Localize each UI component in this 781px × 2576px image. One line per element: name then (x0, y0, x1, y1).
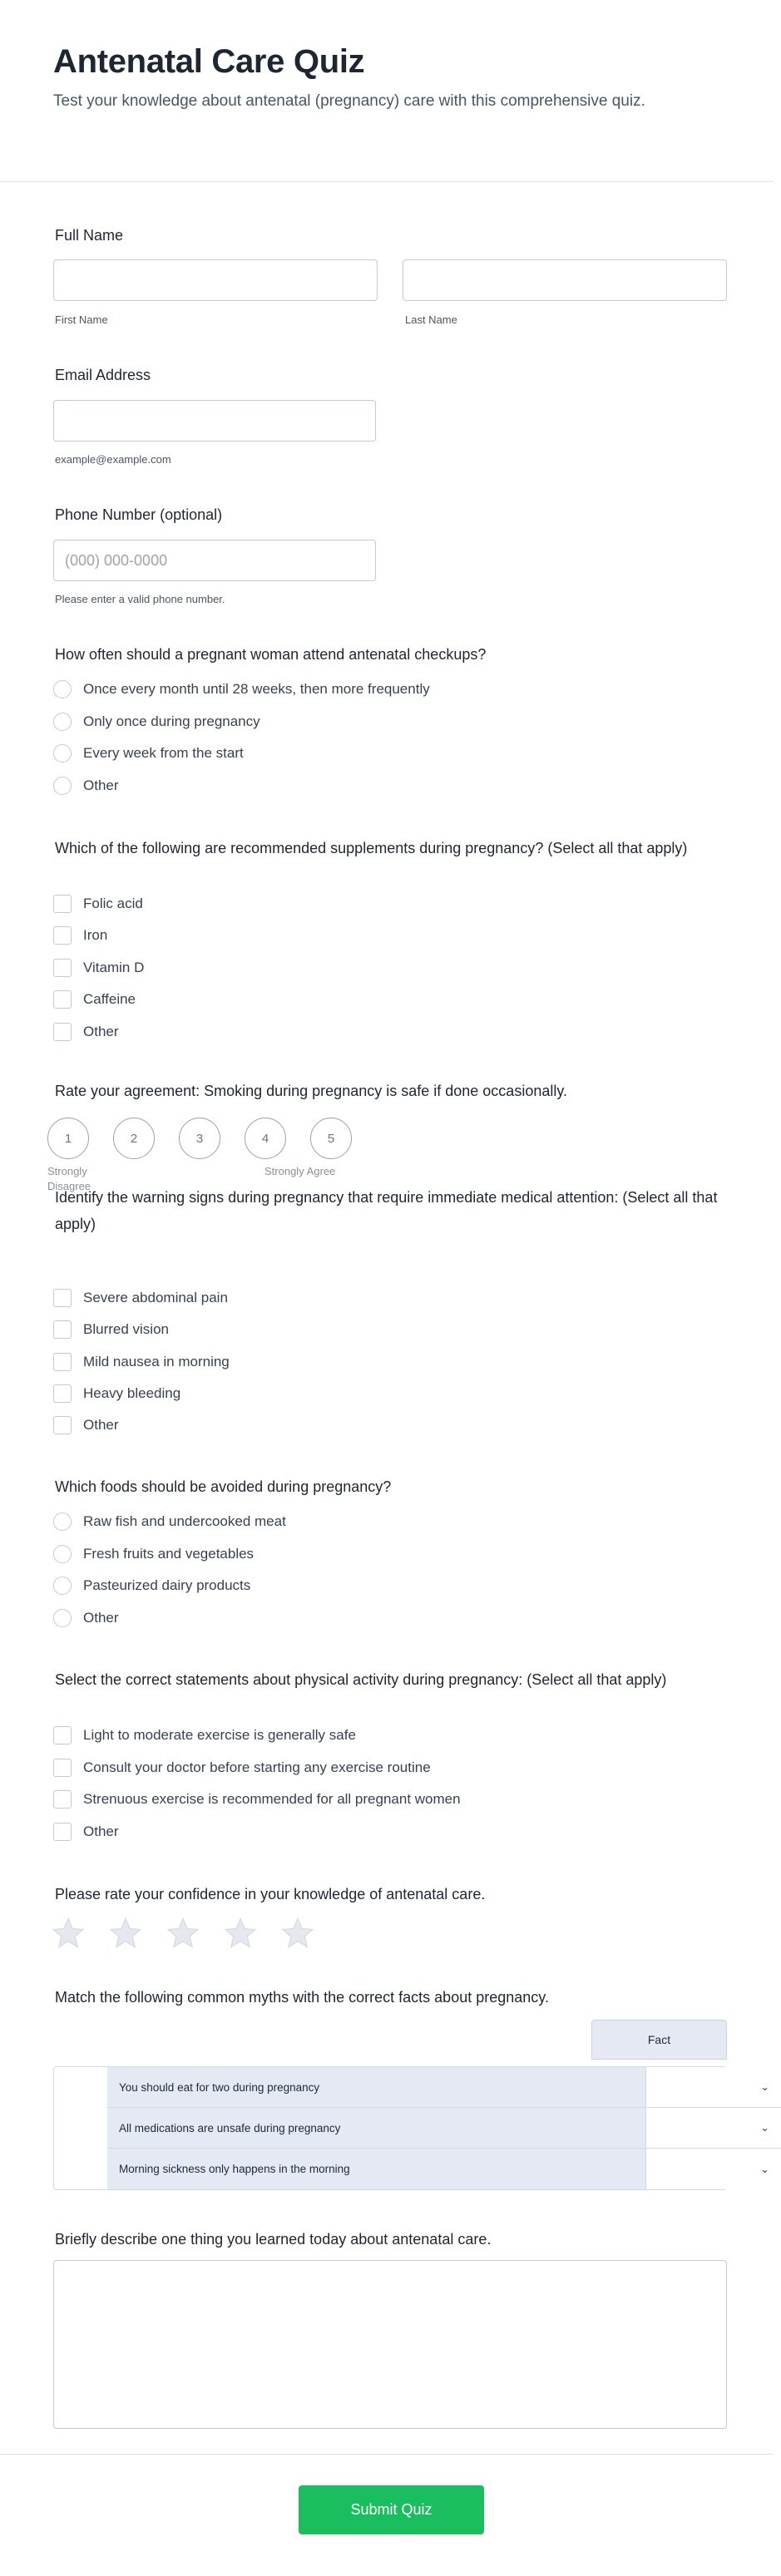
q2-option[interactable] (53, 893, 143, 915)
email-field[interactable] (53, 400, 376, 442)
q4-option[interactable] (53, 1383, 180, 1404)
checkbox[interactable] (53, 1023, 72, 1041)
q4-option[interactable] (53, 1287, 228, 1309)
q7-label: Please rate your confidence in your knowledge of antenatal care. (55, 1886, 486, 1902)
email-label: Email Address (55, 367, 151, 383)
phone-label: Phone Number (optional) (55, 506, 223, 523)
matrix-row (107, 2149, 781, 2189)
option-label: Light to moderate exercise is generally safe (83, 1727, 356, 1743)
first-name-field[interactable] (53, 259, 378, 301)
page-subtitle: Test your knowledge about antenatal (pregnancy) care with this comprehensive quiz. (53, 92, 645, 110)
scale-option-2[interactable]: 2 (113, 1118, 155, 1159)
first-name-sublabel: First Name (55, 313, 108, 326)
last-name-input[interactable] (403, 260, 726, 300)
phone-field[interactable] (53, 540, 376, 581)
scale-option-1[interactable]: 1 (47, 1118, 89, 1159)
q1-option[interactable] (53, 775, 119, 797)
checkbox[interactable] (53, 1759, 72, 1777)
chevron-down-icon: ⌄ (760, 2162, 769, 2175)
q5-option[interactable] (53, 1511, 286, 1532)
option-label: Other (83, 1610, 119, 1626)
q2-label: Which of the following are recommended supplements during pregnancy? (Select all that apply) (55, 840, 688, 856)
full-name-label: Full Name (55, 227, 124, 244)
first-name-input[interactable] (54, 260, 377, 300)
scale-max-label: Strongly Agree (264, 1165, 336, 1177)
header-divider (0, 181, 774, 182)
checkbox[interactable] (53, 1726, 72, 1744)
email-sublabel: example@example.com (55, 453, 171, 466)
option-label: Once every month until 28 weeks, then more frequently (83, 681, 430, 697)
q6-option[interactable] (53, 1757, 431, 1779)
option-label: Only once during pregnancy (83, 713, 260, 729)
checkbox[interactable] (53, 1416, 72, 1434)
star-rating[interactable] (52, 1917, 314, 1950)
q5-option[interactable] (53, 1543, 254, 1565)
option-label: Heavy bleeding (83, 1385, 181, 1401)
option-label: Pasteurized dairy products (83, 1577, 251, 1593)
option-label: Strenuous exercise is recommended for all pregnant women (83, 1791, 461, 1807)
matrix-row (107, 2108, 781, 2149)
q5-option[interactable] (53, 1575, 250, 1596)
option-label: Other (83, 1024, 119, 1039)
star-icon[interactable] (224, 1917, 257, 1950)
checkbox[interactable] (53, 1320, 72, 1339)
q4-option[interactable] (53, 1319, 169, 1340)
scale-option-5[interactable]: 5 (310, 1118, 352, 1159)
star-icon[interactable] (281, 1917, 314, 1950)
q6-option[interactable] (53, 1821, 119, 1843)
checkbox[interactable] (53, 1353, 72, 1371)
last-name-sublabel: Last Name (405, 313, 457, 326)
checkbox[interactable] (53, 1790, 72, 1809)
checkbox[interactable] (53, 959, 72, 977)
q3-label: Rate your agreement: Smoking during pregnancy is safe if done occasionally. (55, 1083, 568, 1099)
q1-option[interactable] (53, 711, 260, 733)
option-label: Blurred vision (83, 1321, 169, 1337)
option-label: Mild nausea in morning (83, 1354, 230, 1369)
option-label: Folic acid (83, 896, 143, 911)
myth-label: You should eat for two during pregnancy (107, 2067, 645, 2107)
q4-label: Identify the warning signs during pregnancy that require immediate medical attention: (Select all that apply) (55, 1189, 718, 1232)
option-label: Raw fish and undercooked meat (83, 1513, 286, 1529)
phone-sublabel: Please enter a valid phone number. (55, 593, 225, 605)
star-icon[interactable] (52, 1917, 85, 1950)
scale-min-label: Strongly Disagree (47, 1165, 91, 1192)
option-label: Other (83, 1823, 119, 1839)
chevron-down-icon: ⌄ (760, 2080, 769, 2093)
radio-button[interactable] (53, 1545, 72, 1563)
phone-input[interactable] (54, 540, 375, 580)
radio-button[interactable] (53, 1513, 72, 1531)
q6-label: Select the correct statements about physical activity during pregnancy: (Select all that apply) (55, 1671, 667, 1688)
q2-option[interactable] (53, 1021, 119, 1043)
radio-button[interactable] (53, 713, 72, 731)
q6-option[interactable] (53, 1725, 356, 1746)
checkbox[interactable] (53, 1823, 72, 1841)
checkbox[interactable] (53, 1384, 72, 1403)
star-icon[interactable] (109, 1917, 142, 1950)
scale-option-4[interactable]: 4 (245, 1118, 286, 1159)
page-title: Antenatal Care Quiz (53, 43, 365, 80)
radio-button[interactable] (53, 1609, 72, 1627)
radio-button[interactable] (53, 744, 72, 762)
option-label: Consult your doctor before starting any exercise routine (83, 1759, 431, 1775)
option-label: Other (83, 777, 119, 793)
q5-option[interactable] (53, 1607, 119, 1629)
q5-label: Which foods should be avoided during pregnancy? (55, 1478, 392, 1495)
option-label: Fresh fruits and vegetables (83, 1546, 255, 1562)
option-label: Every week from the start (83, 745, 244, 761)
scale-option-3[interactable]: 3 (179, 1118, 220, 1159)
q2-option[interactable] (53, 957, 144, 979)
star-icon[interactable] (166, 1917, 200, 1950)
myth-label: Morning sickness only happens in the morning (107, 2149, 645, 2189)
footer-divider (0, 2454, 774, 2455)
q2-option[interactable] (53, 989, 136, 1010)
option-label: Iron (83, 927, 108, 943)
q4-option[interactable] (53, 1414, 119, 1436)
checkbox[interactable] (53, 895, 72, 913)
email-input[interactable] (54, 401, 375, 441)
fact-dropdown[interactable] (645, 2067, 781, 2107)
checkbox[interactable] (53, 926, 72, 945)
chevron-down-icon: ⌄ (760, 2121, 769, 2134)
fact-dropdown[interactable] (645, 2149, 781, 2189)
q4-option[interactable] (53, 1351, 230, 1373)
option-label: Vitamin D (83, 960, 145, 975)
checkbox[interactable] (53, 1289, 72, 1307)
submit-button[interactable]: Submit Quiz (299, 2485, 484, 2534)
learned-textarea-field[interactable] (53, 2260, 727, 2429)
last-name-field[interactable] (403, 259, 727, 301)
matrix-row (107, 2067, 781, 2108)
matrix-table (53, 2066, 769, 2190)
q1-option[interactable] (53, 743, 244, 764)
option-label: Severe abdominal pain (83, 1290, 228, 1305)
q2-option[interactable] (53, 925, 107, 946)
radio-button[interactable] (53, 1577, 72, 1595)
matrix-column-header: Fact (591, 2020, 727, 2060)
q8-label: Match the following common myths with the correct facts about pregnancy. (55, 1989, 549, 2006)
myth-label: All medications are unsafe during pregnancy (107, 2108, 645, 2148)
option-label: Other (83, 1417, 119, 1433)
radio-button[interactable] (53, 680, 72, 698)
option-label: Caffeine (83, 991, 136, 1007)
radio-button[interactable] (53, 777, 72, 795)
checkbox[interactable] (53, 990, 72, 1009)
q6-option[interactable] (53, 1789, 461, 1810)
q1-label: How often should a pregnant woman attend antenatal checkups? (55, 646, 487, 663)
learned-textarea[interactable] (54, 2261, 726, 2428)
q1-option[interactable] (53, 679, 430, 700)
fact-dropdown[interactable] (645, 2108, 781, 2148)
q9-label: Briefly describe one thing you learned today about antenatal care. (55, 2231, 492, 2248)
